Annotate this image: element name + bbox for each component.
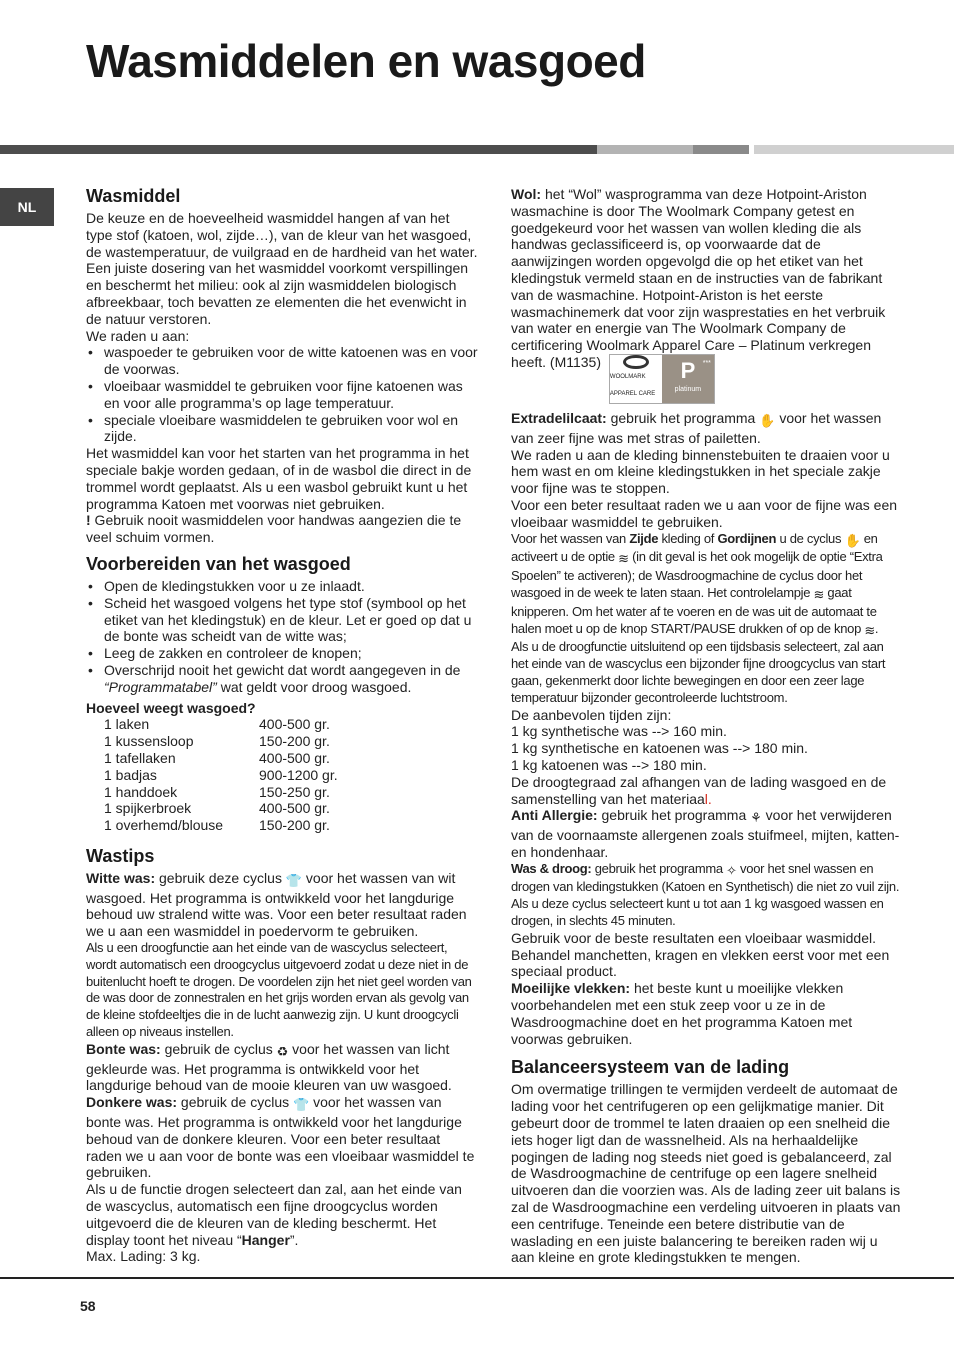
weights-table	[86, 716, 478, 834]
platinum-logo: *** P platinum	[662, 355, 714, 403]
left-column	[86, 186, 478, 1265]
table-row: 1 tafellaken 400-500 gr.	[104, 749, 330, 766]
header-bar-lighter	[754, 145, 954, 154]
bonte-was: Bonte was: gebruik de cyclus ♻ voor het wassen van licht gekleurde was. Het programma is ontwikkeld voor het langdurige behoud van de mooie kleuren van uw wasgoed.	[86, 1040, 452, 1094]
table-row: 1 overhemd/blouse 150-200 gr.	[104, 817, 330, 834]
wasmiddel-p2: Een juiste dosering van het wasmiddel voorkomt verspillingen en beschermt het milieu: ook al zijn wasmiddelen biologisch afbreekbaar, toch bevatten ze elementen die het evenwicht in de natuur verstoren.	[86, 260, 469, 327]
witte-was-drying: Als u een droogfunctie aan het einde van de wascyclus selecteert, wordt automatisch een droogcyclus uitgevoerd zodat u deze niet in de buitenlucht hoeft te drogen. De voordelen zijn het niet geel worden van de was door de zonnestralen en het grijs worden ervan als gevolg van de kleine stofdeeltjes die in de lucht aanwezig zijn. U kunt droogcycli alleen op niveaus instellen.	[86, 940, 472, 1040]
wasmiddel-p3: We raden u aan:	[86, 327, 190, 344]
dark-shirt-icon: 👕	[293, 1097, 310, 1113]
wasmiddel-p4: Het wasmiddel kan voor het starten van het programma in het speciale bakje worden gedaan, of in de wasbol die direct in de trommel wordt geplaatst. Als u een wasbol gebruikt kunt u het programma Katoen met voorwas niet gebruiken.	[86, 445, 472, 512]
moeilijke-vlekken: Moeilijke vlekken: het beste kunt u moeilijke vlekken voorbehandelen met een stuk zeep voor u ze in de Wasdroogmachine doet en het programma Katoen met voorwas gebruiken.	[511, 980, 853, 1047]
warning-mark: !	[86, 512, 91, 529]
rinse-icon: ≋	[813, 586, 825, 602]
witte-was: Witte was: gebruik deze cyclus 👕 voor het wassen van wit wasgoed. Het programma is ontwikkeld voor het langdurige behoud uw stralend witte was. Voor een beter resultaat raden we u aan een wasmiddel in poedervorm te gebruiken.	[86, 869, 467, 940]
tijden-item: 1 kg synthetische was --> 160 min.	[511, 723, 727, 740]
table-row: 1 badjas 900-1200 gr.	[104, 766, 338, 783]
anti-allergie: Anti Allergie: gebruik het programma ⚘ voor het verwijderen van de voornaamste allergenen zoals stuifmeel, mijten, katten- en hondenhaar.	[511, 807, 900, 860]
table-row: 1 kussensloop 150-200 gr.	[104, 733, 330, 750]
voorbereiden-heading: Voorbereiden van het wasgoed	[86, 553, 351, 574]
wasmiddel-warning: ! Gebruik nooit wasmiddelen voor handwas aangezien die te veel schuim vormen.	[86, 512, 462, 546]
max-load: Max. Lading: 3 kg.	[86, 1248, 201, 1265]
certification-logos	[609, 354, 715, 404]
extradelicaat-text: Extradelilcaat: gebruik het programma ✋ voor het wassen van zeer fijne was met stras of pailetten.	[511, 409, 882, 446]
rinse-icon: ≋	[618, 551, 629, 567]
drogen-text: Als u de functie drogen selecteert dan zal, aan het einde van de wascyclus, automatisch een fijne droogcyclus worden uitgevoerd die de kleuren van de kleding beschermt. Het display toont het niveau “Hanger”.	[86, 1181, 462, 1248]
hand-wash-icon: ✋	[759, 412, 776, 428]
tijden-intro: De aanbevolen tijden zijn:	[511, 706, 672, 723]
tijden-item: 1 kg synthetische en katoenen was --> 180 min.	[511, 740, 808, 757]
list-item: • Overschrijd nooit het gewicht dat wordt aangegeven in de “Programmatabel” wat geldt voor droog wasgoed.	[86, 662, 478, 696]
hand-wash-icon: ✋	[844, 532, 861, 548]
donkere-was: Donkere was: gebruik de cyclus 👕 voor het wassen van bonte was. Het programma is ontwikkeld voor het langdurige behoud van de donkere kleuren. Voor een beter resultaat raden we u aan voor de bonte was een vloeibaar wasmiddel te gebruiken.	[86, 1094, 475, 1181]
list-item: • vloeibaar wasmiddel te gebruiken voor fijne katoenen was en voor alle programma’s op lage temperatuur.	[86, 378, 478, 412]
wol-text: Wol: het “Wol” wasprogramma van deze Hotpoint-Ariston wasmachine is door The Woolmark Company getest en goedgekeurd voor het wassen van wollen kleding die als handwas geclassificeerd is, op voorwaarde dat de aanwijzingen worden opgevolgd die op het etiket van het kledingstuk vermeld staan en de instructies van de fabrikant van de wasmachine. Hotpoint-Ariston is het eerste wasmachinemerk dat voor zijn wasprestaties en het verbruik van water en energie van The Woolmark Company de certificering Woolmark Apparel Care – Platinum verkregen heeft. (M1135) WOOLMARK APPAREL CARE *** P platinum	[511, 186, 903, 404]
wasmiddel-p1: De keuze en de hoeveelheid wasmiddel hangen af van het type stof (katoen, wol, zijde…), van de kleur van het wasgoed, de wastemperatuur, de vuilgraad en de hardheid van het water.	[86, 210, 478, 260]
header-bar-light	[597, 145, 693, 154]
list-item: • speciale vloeibare wasmiddelen te gebruiken voor wol en zijde.	[86, 412, 478, 446]
was-droog-p2: Gebruik voor de beste resultaten een vloeibaar wasmiddel. Behandel manchetten, kragen en vlekken eerst voor met een speciaal product.	[511, 929, 890, 980]
tijden-item: 1 kg katoenen was --> 180 min.	[511, 756, 707, 773]
quick-wash-dry-icon: ✧	[726, 862, 737, 878]
table-row: 1 laken 400-500 gr.	[104, 716, 330, 733]
footer-divider	[0, 1277, 954, 1279]
extradelicaat-p3: Voor een beter resultaat raden we u aan voor de fijne was een vloeibaar wasmiddel te gebruiken.	[511, 496, 898, 530]
table-row: 1 handdoek 150-250 gr.	[104, 783, 330, 800]
weights-heading: Hoeveel weegt wasgoed?	[86, 699, 256, 716]
colors-icon: ♻	[276, 1043, 289, 1059]
droog-grade: De droogtegraad zal afhangen van de lading wasgoed en de samenstelling van het materiaal.	[511, 773, 887, 807]
page-title: Wasmiddelen en wasgoed	[86, 35, 646, 87]
balance-text: Om overmatige trillingen te vermijden verdeelt de automaat de lading voor het centrifugeren op een gelijkmatige manier. Dit gebeurt door de trommel te laten draaien op een snelheid die iets hoger ligt dan de wassnelheid. Als na herhaaldelijke pogingen de lading nog steeds niet goed is gebalanceerd, zal de Wasdroogmachine de centrifuge op een lagere snelheid uitvoeren dan die voorzien was. Als de lading zeer uit balans is zal de Wasdroogmachine een verdeling uitvoeren in plaats van een centrifuge. Teneinde een betere distributie van de waslading en een juiste balancering te bereiken raden wij u aan kleine en grote kledingstukken te mengen.	[511, 1081, 901, 1266]
white-shirt-icon: 👕	[285, 872, 303, 888]
extradelicaat-p2: We raden u aan de kleding binnenstebuiten te draaien voor u hem wast en om kleine kledingstukken in het speciale zakje voor fijne was te stoppen.	[511, 446, 890, 497]
was-droog: Was & droog: gebruik het programma ✧ voor het snel wassen en drogen van kledingstukken (Katoen en Synthetisch) die niet zo vuil zijn. Als u deze cyclus selecteert kunt u tot aan 1 kg wasgoed wassen en drogen, in slechts 45 minuten.	[511, 860, 900, 929]
zijde-text: Voor het wassen van Zijde kleding of Gordijnen u de cyclus ✋ en activeert u de optie ≋ (in dit geval is het ook mogelijk de optie “Extra Spoelen” te activeren); de Wasdroogmachine de cyclus door het wasgoed in de week te laten staan. Het controlelampje ≋ gaat knipperen. Om het water af te voeren en de was uit de automaat te halen moet u op de knop START/PAUSE drukken of op de knop ≋.	[511, 530, 883, 638]
droog-tijdsbasis: Als u de droogfunctie uitsluitend op een tijdsbasis selecteert, zal aan het einde van de wascyclus een bijzonder fijne droogcyclus van start gaan, gekenmerkt door lichte bewegingen en door een zeer lage temperatuur bijzonder gecontroleerde luchtstroom.	[511, 639, 886, 705]
table-row: 1 spijkerbroek 400-500 gr.	[104, 800, 330, 817]
list-item: • Leeg de zakken en controleer de knopen;	[86, 645, 478, 662]
wastips-heading: Wastips	[86, 845, 155, 866]
voorbereiden-list	[86, 578, 478, 696]
rinse-icon: ≋	[864, 622, 875, 638]
language-tab: NL	[0, 188, 54, 226]
right-column	[511, 186, 903, 1266]
list-item: • Scheid het wasgoed volgens het type stof (symbool op het etiket van het kledingstuk) en de kleur. Let er goed op dat u de bonte was scheidt van de witte was;	[86, 595, 478, 645]
balance-heading: Balanceersysteem van de lading	[511, 1057, 790, 1078]
allergy-icon: ⚘	[750, 810, 762, 826]
page-number: 58	[80, 1298, 96, 1314]
list-item: • waspoeder te gebruiken voor de witte katoenen was en voor de voorwas.	[86, 344, 478, 378]
header-bar-dark	[0, 145, 597, 154]
list-item: • Open de kledingstukken voor u ze inlaadt.	[86, 578, 478, 595]
wasmiddel-heading: Wasmiddel	[86, 186, 181, 206]
wasmiddel-list	[86, 344, 478, 445]
woolmark-logo: WOOLMARK APPAREL CARE	[610, 355, 662, 403]
header-bar-mid	[693, 145, 749, 154]
